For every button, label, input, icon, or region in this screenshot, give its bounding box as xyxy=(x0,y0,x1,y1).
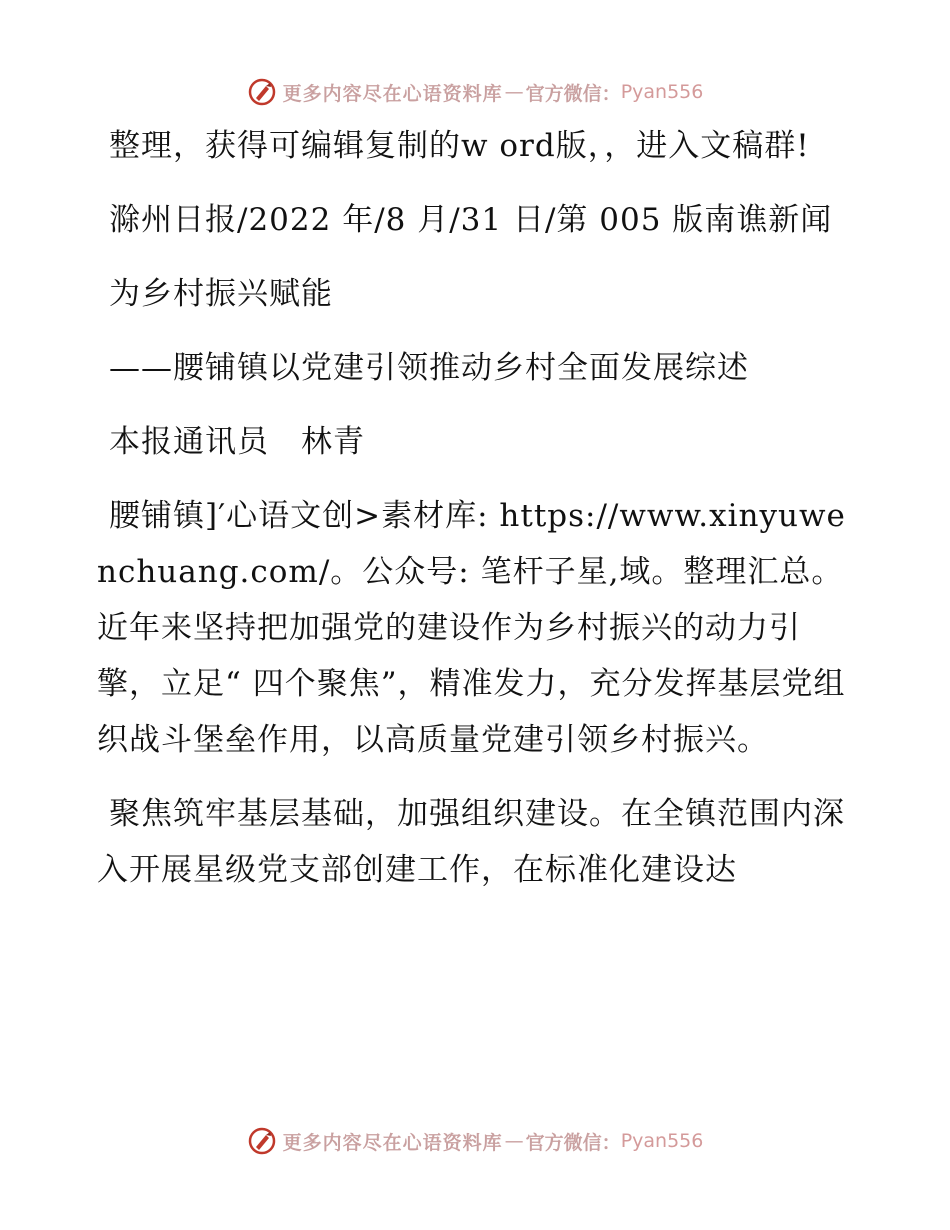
article-subtitle: ——腰铺镇以党建引领推动乡村全面发展综述 xyxy=(109,350,749,386)
header-separator: — xyxy=(504,81,524,103)
article-title: 为乡村振兴赋能 xyxy=(109,276,333,312)
header-label: 官方微信： xyxy=(525,82,621,105)
header-watermark xyxy=(0,72,950,112)
document-body xyxy=(97,118,857,916)
logo-icon xyxy=(247,1126,277,1156)
paragraph-source: 滁州日报/2022 年/8 月/31 日/第 005 版南谯新闻 xyxy=(109,202,833,238)
footer-separator: — xyxy=(504,1130,524,1152)
footer-label: 官方微信： xyxy=(525,1131,621,1154)
header-handle: Pyan556 xyxy=(620,81,704,103)
footer-handle: Pyan556 xyxy=(620,1130,704,1152)
footer-brand: 更多内容尽在心语资料库 xyxy=(282,1131,503,1154)
header-brand: 更多内容尽在心语资料库 xyxy=(282,82,503,105)
article-byline: 本报通讯员 林青 xyxy=(109,424,365,460)
paragraph-body: 聚焦筑牢基层基础，加强组织建设。在全镇范围内深入开展星级党支部创建工作，在标准化建设达 xyxy=(97,796,845,888)
paragraph-lead: 腰铺镇]′心语文创>素材库: https://www.xinyuwenchuang.com/。公众号: 笔杆子星,域。整理汇总。近年来坚持把加强党的建设作为乡村振兴的动力引擎，立足“ 四个聚焦”，精准发力，充分发挥基层党组织战斗堡垒作用，以高质量党建引领乡村振兴。 xyxy=(97,498,846,758)
footer-watermark xyxy=(0,1121,950,1161)
paragraph-intro: 整理，获得可编辑复制的w ord版，，进入文稿群! xyxy=(109,128,810,164)
logo-icon xyxy=(247,77,277,107)
